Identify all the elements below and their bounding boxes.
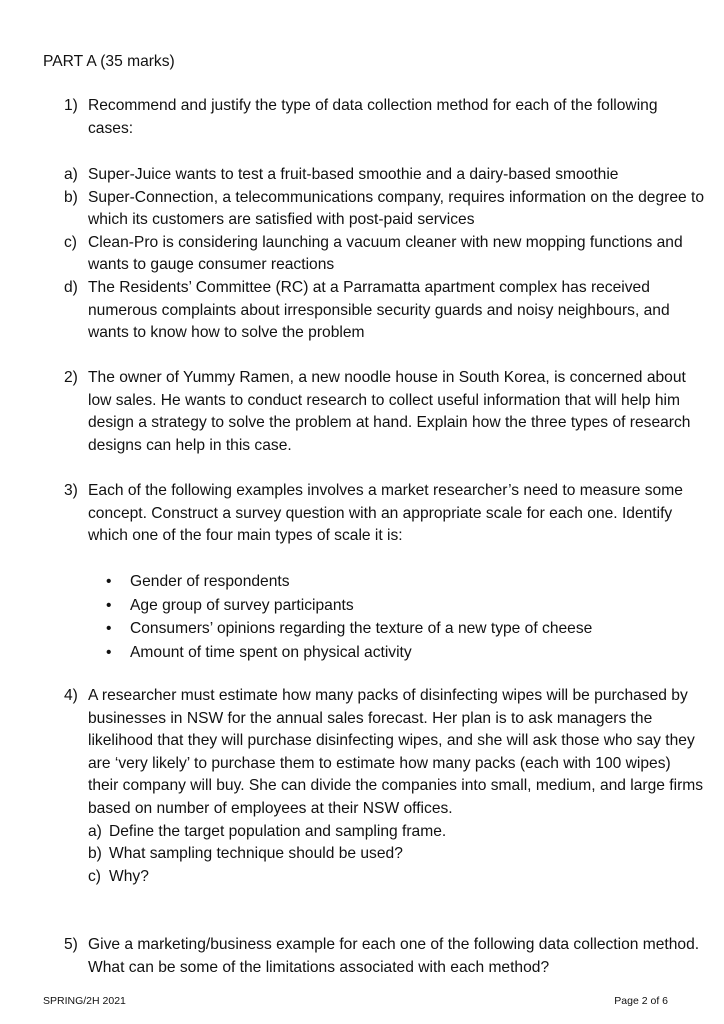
question-number: 1): [64, 97, 78, 114]
bullet-icon: •: [106, 573, 112, 590]
case-item: [64, 232, 704, 277]
question-4: [64, 685, 704, 888]
question-number: 5): [64, 936, 78, 953]
question-number: 2): [64, 369, 78, 386]
sub-text: Define the target population and sampling frame.: [109, 822, 447, 840]
sub-letter: c): [88, 867, 101, 885]
question-2: [64, 367, 704, 457]
sub-letter: b): [88, 845, 102, 863]
bullet-item: [106, 641, 592, 665]
case-text: Super-Connection, a telecommunications company, requires information on the degree to which its customers are satisfied with post-paid services: [88, 188, 705, 229]
question-number: 4): [64, 687, 78, 704]
case-text: The Residents’ Committee (RC) at a Parramatta apartment complex has received numerous complaints about irresponsible security guards and noisy neighbours, and wants to know how to solve the problem: [88, 278, 670, 342]
bullet-item: [106, 570, 592, 594]
bullet-item: [106, 594, 592, 618]
bullet-icon: •: [106, 643, 112, 661]
sub-item: [88, 866, 704, 889]
question-1-cases: [64, 164, 704, 345]
case-text: Super-Juice wants to test a fruit-based smoothie and a dairy-based smoothie: [88, 166, 619, 183]
sub-text: What sampling technique should be used?: [109, 845, 403, 863]
question-number: 3): [64, 482, 78, 499]
sub-item: [88, 821, 704, 844]
bullet-icon: •: [106, 620, 112, 638]
case-item: [64, 277, 704, 345]
question-text: Give a marketing/business example for each one of the following data collection method. What can be some of the limitations associated with each method?: [88, 936, 700, 976]
question-text: Each of the following examples involves a market researcher’s need to measure some concept. Construct a survey question with an appropriate scale for each one. Identify which one of the four main types of scale it is:: [88, 482, 683, 545]
sub-letter: a): [88, 822, 102, 840]
case-item: [64, 164, 704, 187]
part-title: PART A (35 marks): [43, 53, 175, 70]
question-5: [64, 934, 704, 979]
case-letter: d): [64, 278, 78, 296]
case-letter: c): [64, 233, 77, 251]
question-text: The owner of Yummy Ramen, a new noodle house in South Korea, is concerned about low sales. He wants to conduct research to collect useful information that will help him design a strategy to solve the problem at hand. Explain how the three types of research designs can help in this case.: [88, 369, 691, 454]
bullet-text: Amount of time spent on physical activity: [130, 643, 412, 661]
bullet-item: [106, 617, 592, 641]
case-item: [64, 187, 704, 232]
bullet-text: Age group of survey participants: [130, 596, 354, 614]
case-letter: a): [64, 166, 78, 183]
question-3: [64, 480, 704, 548]
question-3-bullets: [106, 570, 592, 664]
sub-text: Why?: [109, 867, 149, 885]
case-text: Clean-Pro is considering launching a vacuum cleaner with new mopping functions and wants to gauge consumer reactions: [88, 233, 683, 274]
question-text: Recommend and justify the type of data collection method for each of the following cases:: [88, 97, 658, 137]
question-4-subs: [88, 821, 704, 889]
footer-page-number: Page 2 of 6: [614, 995, 668, 1007]
sub-item: [88, 843, 704, 866]
bullet-text: Gender of respondents: [130, 573, 290, 590]
question-text: A researcher must estimate how many packs of disinfecting wipes will be purchased by businesses in NSW for the annual sales forecast. Her plan is to ask managers the likelihood that they will purchase disinfecting wipes, and she will ask those who say they are ‘very likely’ to purchase them to estimate how many packs (each with 100 wipes) their company will buy. She can divide the companies into small, medium, and large firms based on number of employees at their NSW offices.: [88, 687, 704, 817]
case-letter: b): [64, 188, 78, 206]
bullet-text: Consumers’ opinions regarding the texture of a new type of cheese: [130, 620, 593, 638]
footer-term: SPRING/2H 2021: [43, 995, 126, 1007]
bullet-icon: •: [106, 596, 112, 614]
question-1: [64, 95, 704, 140]
